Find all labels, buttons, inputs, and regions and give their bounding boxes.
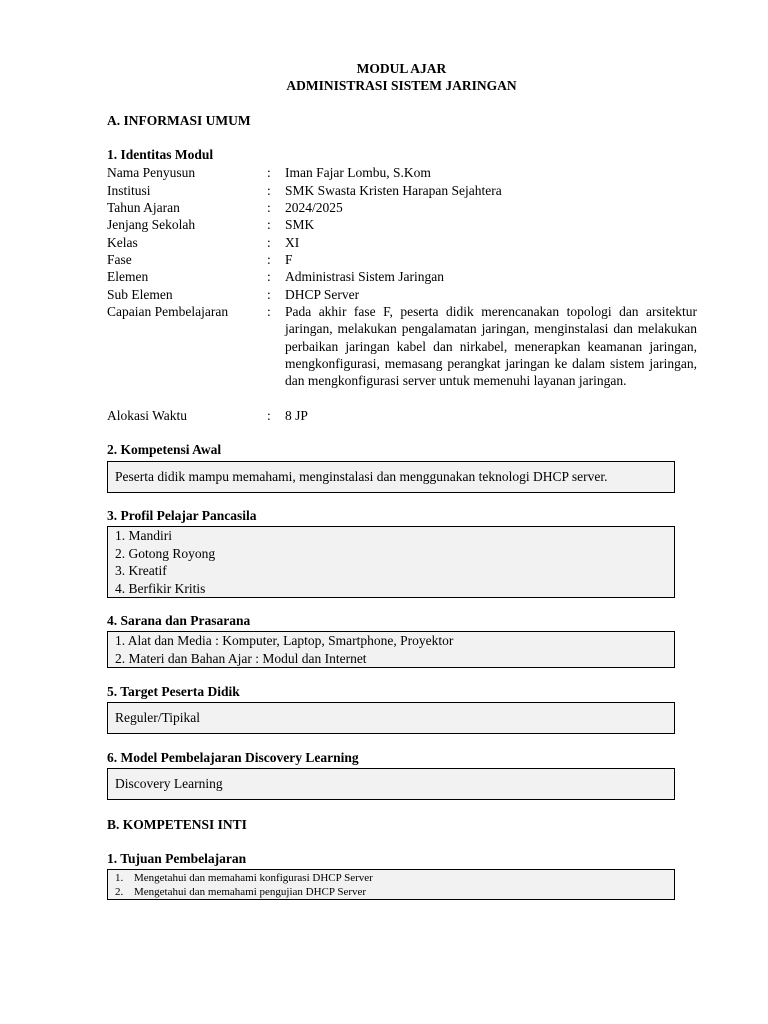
colon: : xyxy=(267,287,271,302)
list-text: Mengetahui dan memahami pengujian DHCP Server xyxy=(134,886,367,898)
doc-title-line1: MODUL AJAR xyxy=(356,61,447,76)
colon: : xyxy=(267,304,271,319)
identity-label: Sub Elemen xyxy=(107,287,173,302)
model-heading: 6. Model Pembelajaran Discovery Learning xyxy=(107,750,359,765)
list-item xyxy=(115,885,667,899)
colon: : xyxy=(267,200,271,215)
section-b-heading: B. KOMPETENSI INTI xyxy=(107,817,247,832)
identity-row xyxy=(107,182,707,199)
sarana-box xyxy=(107,631,675,668)
alokasi-value: 8 JP xyxy=(285,408,308,423)
colon: : xyxy=(267,235,271,250)
identity-value: DHCP Server xyxy=(285,287,360,302)
identity-row xyxy=(107,268,707,285)
identity-value: XI xyxy=(285,235,300,250)
doc-title-line2: ADMINISTRASI SISTEM JARINGAN xyxy=(286,78,517,93)
identity-value: Iman Fajar Lombu, S.Kom xyxy=(285,165,431,180)
colon: : xyxy=(267,183,271,198)
identity-row xyxy=(107,216,707,233)
colon: : xyxy=(267,408,271,423)
list-item: 3. Kreatif xyxy=(115,563,167,578)
target-box xyxy=(107,702,675,734)
colon: : xyxy=(267,217,271,232)
list-item: 2. Gotong Royong xyxy=(115,545,216,561)
list-item: 2. Materi dan Bahan Ajar : Modul dan Internet xyxy=(115,650,367,666)
identity-row xyxy=(107,251,707,268)
list-text: Mengetahui dan memahami konfigurasi DHCP Server xyxy=(134,872,373,884)
identitas-heading: 1. Identitas Modul xyxy=(107,147,214,162)
list-number: 1. xyxy=(115,872,124,884)
kompetensi-awal-text: Peserta didik mampu memahami, menginstalasi dan menggunakan teknologi DHCP server. xyxy=(115,469,608,484)
identity-row xyxy=(107,199,707,216)
identity-value: SMK Swasta Kristen Harapan Sejahtera xyxy=(285,183,502,198)
identity-row xyxy=(107,286,707,303)
alokasi-row xyxy=(107,407,707,424)
identity-label: Kelas xyxy=(107,235,138,250)
target-text: Reguler/Tipikal xyxy=(115,710,201,725)
identity-label: Elemen xyxy=(107,269,149,284)
identity-label: Institusi xyxy=(107,183,151,198)
model-box xyxy=(107,768,675,800)
tujuan-box xyxy=(107,869,675,900)
identity-label: Fase xyxy=(107,252,132,267)
identity-row xyxy=(107,164,707,181)
colon: : xyxy=(267,252,271,267)
capaian-paragraph: Pada akhir fase F, peserta didik merencanakan topologi dan arsitektur jaringan, melakukan pengalamatan jaringan, menginstalasi dan melakukan perbaikan jaringan kabel dan nirkabel, menerapkan keamanan jaringan, mengkonfigurasi, memasang perangkat jaringan ke dalam sistem jaringan, dan mengkonfigurasi server untuk memenuhi layanan jaringan. xyxy=(285,304,697,389)
model-text: Discovery Learning xyxy=(115,776,223,791)
tujuan-heading: 1. Tujuan Pembelajaran xyxy=(107,851,247,866)
kompetensi-awal-box xyxy=(107,461,675,493)
list-item: 1. Alat dan Media : Komputer, Laptop, Smartphone, Proyektor xyxy=(115,633,454,648)
list-number: 2. xyxy=(115,886,124,898)
identity-label: Jenjang Sekolah xyxy=(107,217,196,232)
identity-value: SMK xyxy=(285,217,315,232)
identity-row xyxy=(107,234,707,251)
list-item: 1. Mandiri xyxy=(115,528,172,543)
alokasi-label: Alokasi Waktu xyxy=(107,408,188,423)
kompetensi-awal-heading: 2. Kompetensi Awal xyxy=(107,442,222,457)
capaian-label: Capaian Pembelajaran xyxy=(107,304,229,319)
list-item xyxy=(115,871,667,885)
sarana-heading: 4. Sarana dan Prasarana xyxy=(107,613,251,628)
list-item: 4. Berfikir Kritis xyxy=(115,580,206,596)
section-a-heading: A. INFORMASI UMUM xyxy=(107,113,251,128)
identity-label: Nama Penyusun xyxy=(107,165,196,180)
identity-value: 2024/2025 xyxy=(285,200,343,215)
identity-value: F xyxy=(285,252,293,267)
colon: : xyxy=(267,269,271,284)
profil-heading: 3. Profil Pelajar Pancasila xyxy=(107,508,257,523)
identity-label: Tahun Ajaran xyxy=(107,200,180,215)
profil-box xyxy=(107,526,675,598)
target-heading: 5. Target Peserta Didik xyxy=(107,684,240,699)
colon: : xyxy=(267,165,271,180)
identity-value: Administrasi Sistem Jaringan xyxy=(285,269,444,284)
